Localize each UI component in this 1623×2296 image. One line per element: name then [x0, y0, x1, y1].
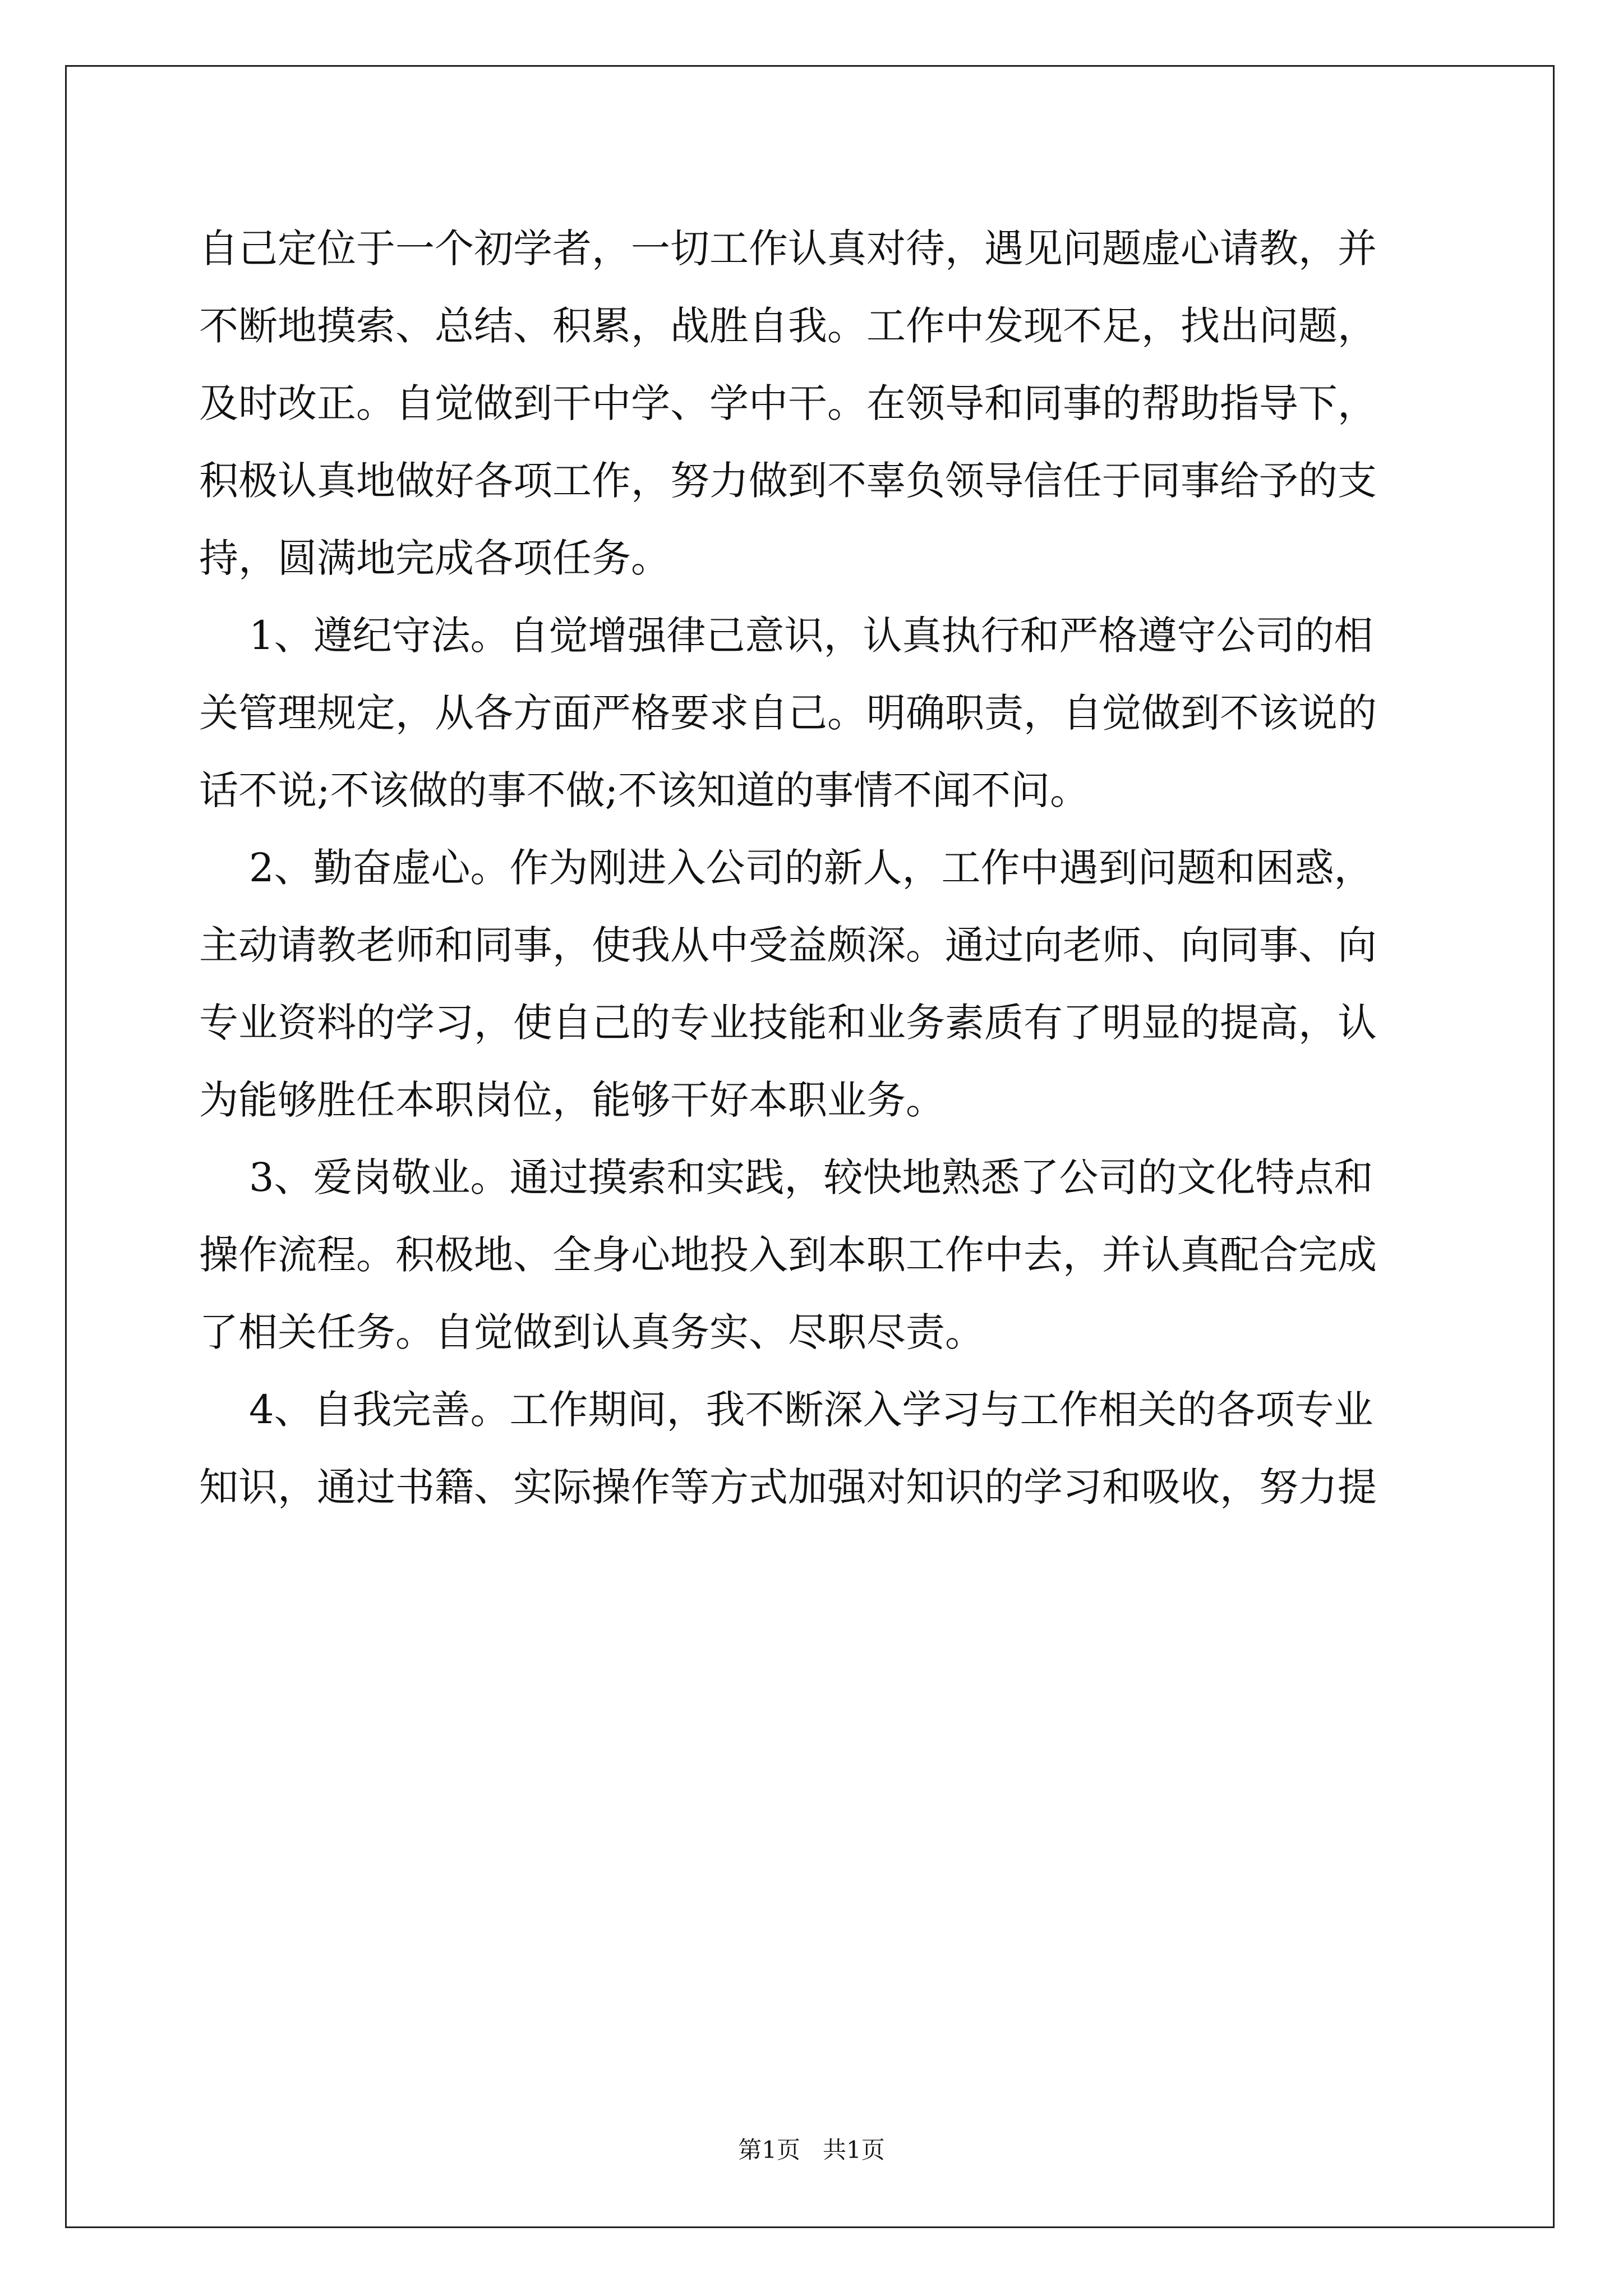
text-line: 操作流程。积极地、全身心地投入到本职工作中去，并认真配合完成 [199, 1232, 1377, 1278]
text-line: 2、勤奋虚心。作为刚进入公司的新人，工作中遇到问题和困惑， [199, 845, 1373, 891]
text-line: 积极认真地做好各项工作，努力做到不辜负领导信任于同事给予的支 [199, 458, 1377, 504]
text-line: 4、自我完善。工作期间，我不断深入学习与工作相关的各项专业 [199, 1387, 1373, 1433]
text-line: 3、爱岗敬业。通过摸索和实践，较快地熟悉了公司的文化特点和 [199, 1154, 1373, 1200]
text-line: 及时改正。自觉做到干中学、学中干。在领导和同事的帮助指导下， [199, 380, 1377, 426]
text-line: 1、遵纪守法。自觉增强律己意识，认真执行和严格遵守公司的相 [199, 613, 1373, 659]
text-line: 持，圆满地完成各项任务。 [199, 535, 670, 581]
text-line: 自己定位于一个初学者，一切工作认真对待，遇见问题虚心请教，并 [199, 226, 1377, 272]
text-line: 关管理规定，从各方面严格要求自己。明确职责，自觉做到不该说的 [199, 690, 1377, 736]
text-line: 知识，通过书籍、实际操作等方式加强对知识的学习和吸收，努力提 [199, 1464, 1377, 1510]
text-line: 了相关任务。自觉做到认真务实、尽职尽责。 [199, 1309, 984, 1355]
text-line: 为能够胜任本职岗位，能够干好本职业务。 [199, 1077, 945, 1123]
page-number-footer: 第1页 共1页 [738, 2136, 885, 2164]
text-line: 话不说;不该做的事不做;不该知道的事情不闻不问。 [199, 767, 1090, 813]
text-line: 不断地摸索、总结、积累，战胜自我。工作中发现不足，找出问题， [199, 303, 1377, 349]
text-line: 专业资料的学习，使自己的专业技能和业务素质有了明显的提高，认 [199, 1000, 1377, 1046]
text-line: 主动请教老师和同事，使我从中受益颇深。通过向老师、向同事、向 [199, 922, 1377, 968]
